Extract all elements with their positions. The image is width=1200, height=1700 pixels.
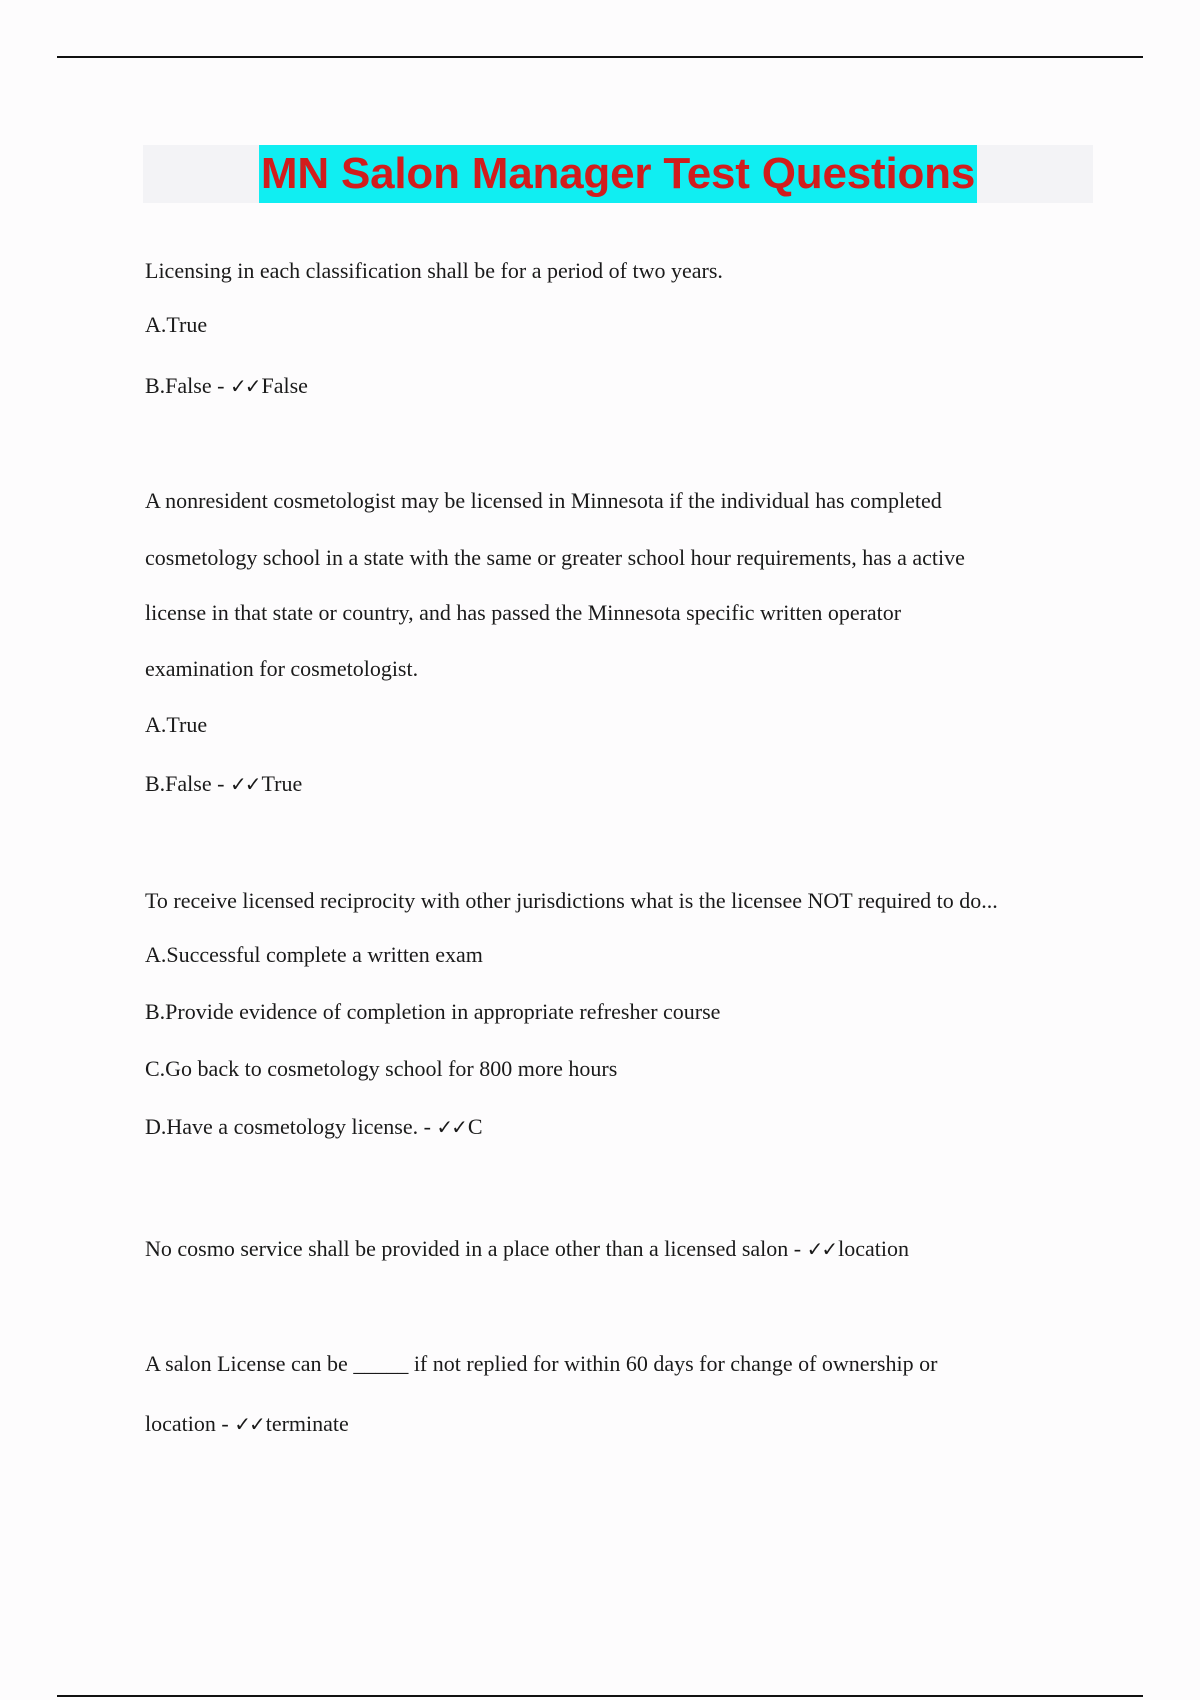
question-5-text-line-2 bbox=[145, 1410, 349, 1438]
question-1-answer: False bbox=[261, 373, 308, 398]
page-title: MN Salon Manager Test Questions bbox=[259, 145, 977, 203]
checkmark-icon: ✓✓ bbox=[806, 1237, 837, 1261]
question-2-text-line-4: examination for cosmetologist. bbox=[145, 656, 419, 681]
question-3-option-d-label: D.Have a cosmetology license. - bbox=[145, 1114, 437, 1139]
question-5-answer: terminate bbox=[265, 1411, 349, 1436]
footer-rule bbox=[57, 1695, 1143, 1697]
checkmark-icon: ✓✓ bbox=[436, 1115, 466, 1139]
question-4-answer: location bbox=[838, 1236, 910, 1261]
question-2-option-b-label: B.False - bbox=[145, 771, 230, 796]
question-3-option-b: B.Provide evidence of completion in appropriate refresher course bbox=[145, 999, 721, 1024]
checkmark-icon: ✓✓ bbox=[229, 772, 260, 796]
question-3-answer: C bbox=[467, 1114, 483, 1139]
question-3-option-d bbox=[145, 1113, 483, 1141]
question-3-text: To receive licensed reciprocity with other jurisdictions what is the licensee NOT required to do... bbox=[145, 888, 998, 913]
question-1-option-b-label: B.False - bbox=[145, 373, 230, 398]
checkmark-icon: ✓✓ bbox=[229, 374, 260, 398]
question-2-option-a: A.True bbox=[145, 712, 208, 737]
question-5-text-line-1: A salon License can be _____ if not replied for within 60 days for change of ownership or bbox=[145, 1351, 938, 1376]
question-3-option-a: A.Successful complete a written exam bbox=[145, 942, 483, 967]
question-1-text: Licensing in each classification shall be for a period of two years. bbox=[145, 258, 723, 283]
title-banner bbox=[143, 145, 1093, 203]
question-2-text-line-1: A nonresident cosmetologist may be licensed in Minnesota if the individual has completed bbox=[145, 488, 942, 513]
question-2-text-line-2: cosmetology school in a state with the same or greater school hour requirements, has a active bbox=[145, 545, 965, 570]
header-rule bbox=[57, 56, 1143, 58]
checkmark-icon: ✓✓ bbox=[234, 1412, 264, 1436]
question-2-option-b bbox=[145, 770, 302, 798]
question-4-prompt: No cosmo service shall be provided in a place other than a licensed salon - bbox=[145, 1236, 807, 1261]
question-1-option-a: A.True bbox=[145, 312, 208, 337]
question-5-prompt-end: location - bbox=[145, 1411, 235, 1436]
question-1-option-b bbox=[145, 372, 308, 400]
question-2-text-line-3: license in that state or country, and has passed the Minnesota specific written operator bbox=[145, 600, 902, 625]
question-4-text bbox=[145, 1235, 909, 1263]
question-3-option-c: C.Go back to cosmetology school for 800 more hours bbox=[145, 1056, 618, 1081]
question-2-answer: True bbox=[261, 771, 303, 796]
